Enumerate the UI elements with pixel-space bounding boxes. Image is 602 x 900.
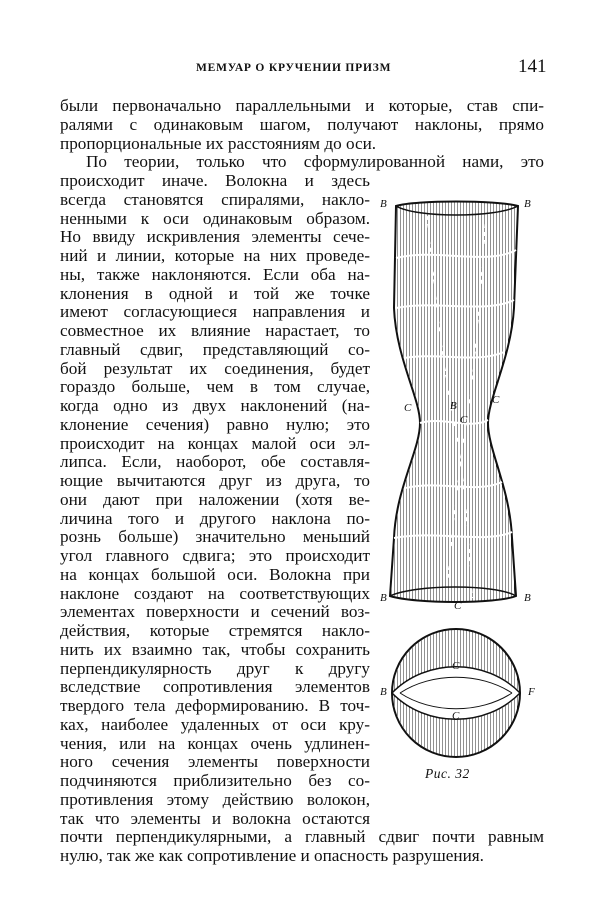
text-line: Но ввиду искривления элементы сече- [60,227,370,247]
figure-label-c: C [460,414,468,426]
text-line: так что элементы и волокна остаются [60,808,370,828]
text-line: всегда становятся спиралями, накло- [60,189,370,209]
text-line: ного сечения элементы поверхности [60,752,370,772]
twisted-prism-illustration [376,188,546,788]
text-line: наклоне создают на соответствующих [60,583,370,603]
text-line: нулю, так же как сопротивление и опасность разрушения. [60,846,484,865]
text-line: совместное их влияние нарастает, то [60,321,370,340]
figure-32 [376,188,546,788]
text-line: элементах поверхности и сечений воз- [60,602,370,622]
text-line: подчиняются приблизительно без со- [60,771,370,790]
text-line: противления этому действию волокон, [60,789,370,809]
text-line: клонения в одной и той же точке [60,283,370,303]
text-line: когда одно из двух наклонений (на- [60,396,370,415]
text-line: клонение сечения) равно нулю; это [60,414,370,434]
figure-label-c: C [454,600,462,612]
text-line: ненными к оси одинаковым образом. [60,208,370,228]
text-line: были первоначально параллельными и которые, став спи- [60,96,544,115]
figure-label-c: C [452,660,460,672]
text-line: личина того и другого наклона по- [60,508,370,528]
text-line: чения, или на концах очень удлинен- [60,733,370,753]
text-line: вследствие сопротивления элементов [60,677,370,697]
text-line: происходит на концах малой оси эл- [60,433,370,453]
text-line: имеют согласующиеся направления и [60,302,370,322]
figure-label-c: C [452,710,460,722]
text-line: почти перпендикулярными, а главный сдвиг почти равным [60,827,544,847]
text-line: происходит иначе. Волокна и здесь [60,171,370,190]
text-line: ках, наиболее удаленных от оси кру- [60,714,370,734]
text-line: По теории, только что сформулированной нами, это [86,152,544,172]
text-line: ний и линии, которые на них проведе- [60,246,370,265]
text-line: ющие вычитаются друг из друга, то [60,471,370,490]
text-line: на концах большой оси. Волокна при [60,564,370,584]
figure-label-b: B [524,198,531,210]
page-number: 141 [518,56,547,77]
text-line: гораздо больше, чем в том случае, [60,377,370,397]
text-line: бой результат их соединения, будет [60,358,370,378]
text-line: действия, которые стремятся накло- [60,621,370,640]
figure-label-c: C [404,402,412,414]
text-line: перпендикулярность друг к другу [60,658,370,678]
page-header [0,56,602,84]
text-line: липса. Если, наоборот, обе составля- [60,452,370,472]
figure-label-b: B [380,592,387,604]
figure-label-b: B [380,686,387,698]
figure-label-f: F [528,686,535,698]
figure-label-c: C [492,394,500,406]
text-line: главный сдвиг, представляющий со- [60,339,370,359]
text-line: пропорциональные их расстояниям до оси. [60,133,377,153]
text-line: твердого тела деформированию. В точ- [60,696,370,715]
figure-caption: Рис. 32 [425,766,470,781]
figure-label-b: B [524,592,531,604]
text-line: угол главного сдвига; это происходит [60,546,370,565]
text-line: они дают при наложении (хотя ве- [60,489,370,509]
text-line: ралями с одинаковым шагом, получают наклоны, прямо [60,114,544,134]
text-line: ны, также наклоняются. Если оба на- [60,264,370,284]
text-line: рознь больше) значительно меньший [60,527,370,547]
figure-label-b: B [380,198,387,210]
text-line: нить их взаимно так, чтобы сохранить [60,639,370,659]
figure-label-b: B [450,400,457,412]
running-title: МЕМУАР О КРУЧЕНИИ ПРИЗМ [196,62,392,74]
